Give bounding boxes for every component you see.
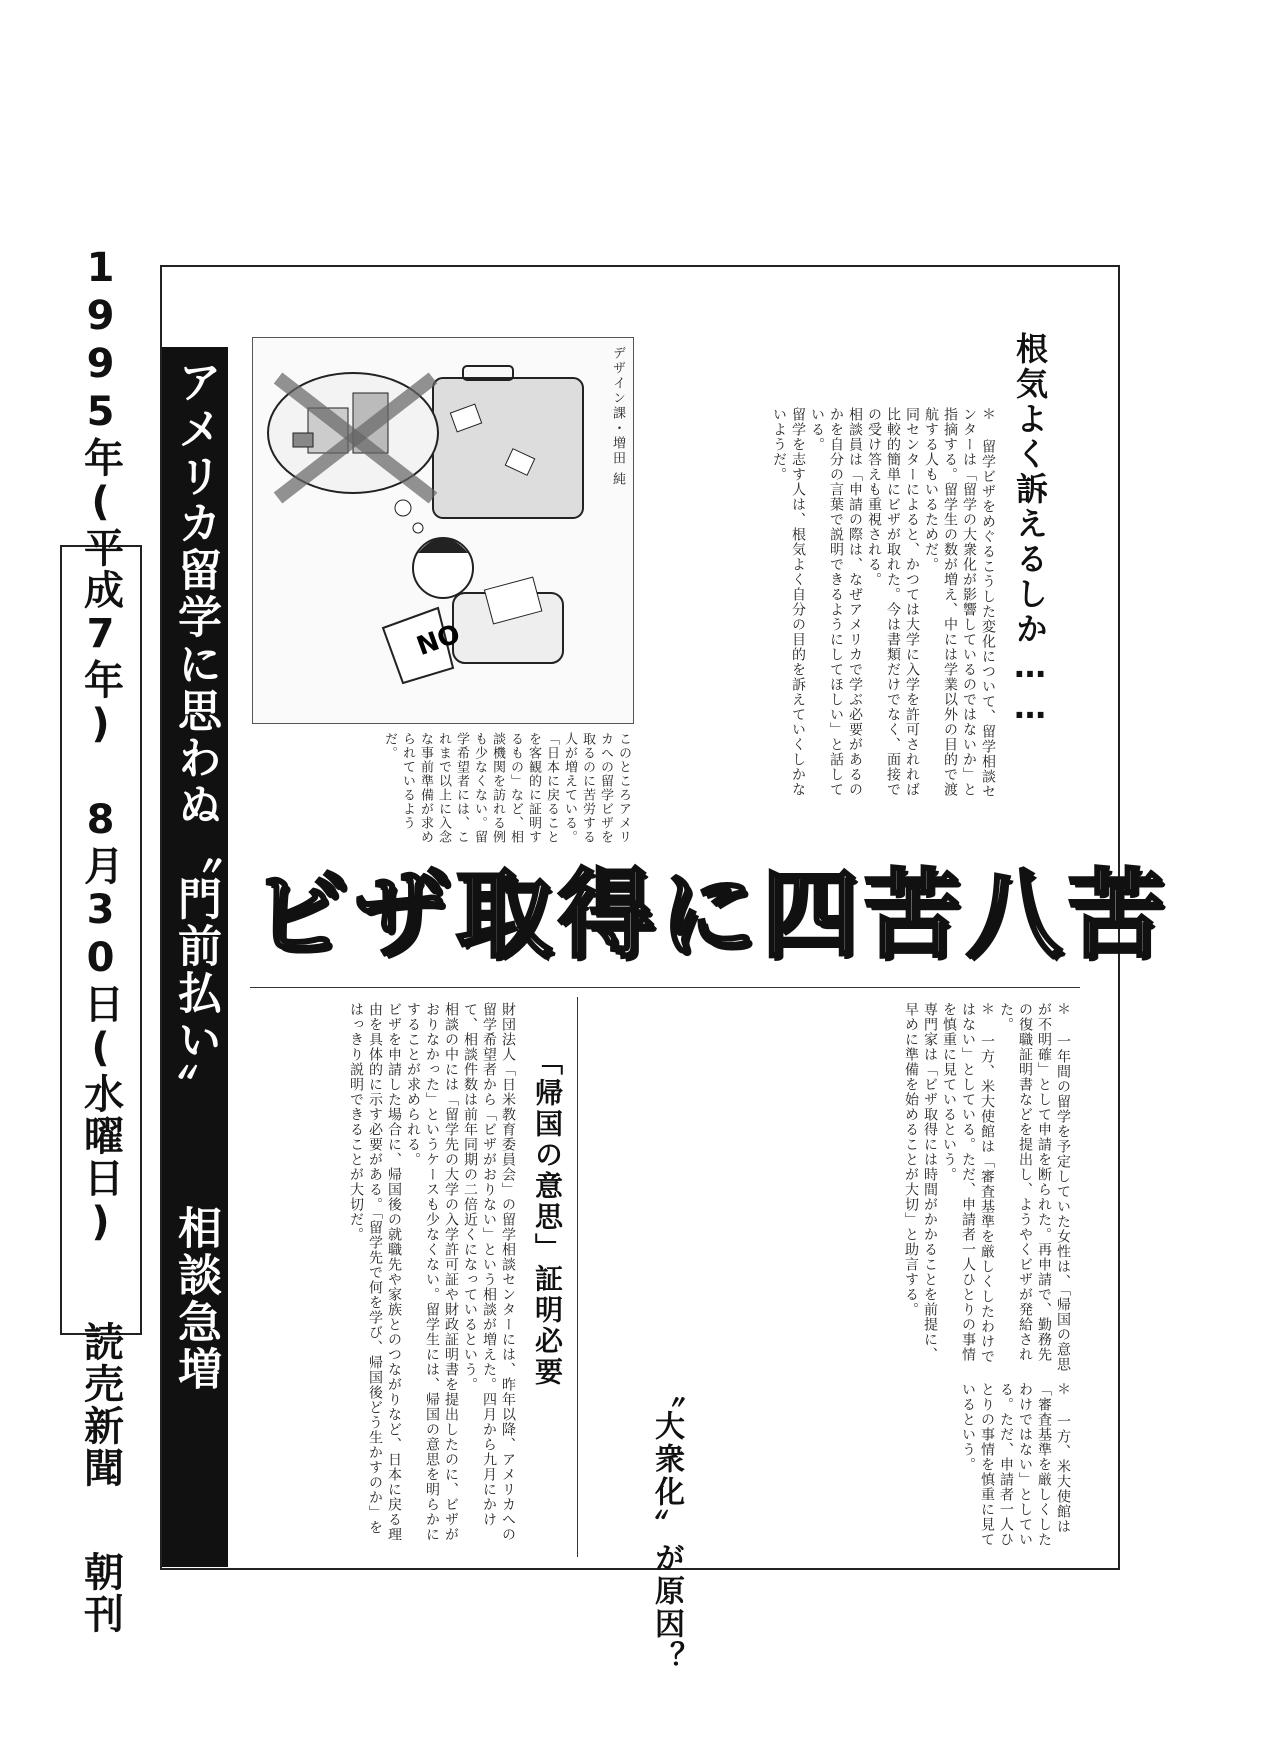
- illustration-credit: デザイン課・増田 純: [610, 346, 625, 488]
- caption-text: [73, 245, 130, 1635]
- body-column-right-top: [652, 407, 997, 802]
- illustration: [252, 337, 634, 724]
- subhead-konki: 根気よく訴えるしか……: [1011, 332, 1049, 729]
- article-title: ビザ取得に四苦八苦: [252, 859, 1170, 971]
- subhead-taishu: 〝大衆化〟が原因？: [649, 1377, 684, 1674]
- body-paragraph: ＊ 一方、米大使館は「審査基準を厳しくしたわけではない」としている。ただ、申請者一人ひとりの事情を慎重に見ているという。: [960, 1382, 1071, 1547]
- lead-text: [252, 732, 632, 852]
- subhead-kikoku: 「帰国の意思」証明必要: [531, 1047, 564, 1388]
- body-column-lower-right: [582, 1002, 1072, 1372]
- lead-paragraph: このところアメリカへの留学ビザを取るのに苦労する人が増えている。「日本に戻ることを客観的に証明するもの」など、相談機関を訪れる例も少なくない。留学希望者には、これまで以上に入念な事前準備が求められているようだ。: [382, 732, 631, 844]
- headline-main: アメリカ留学に思わぬ〝門前払い〟: [170, 359, 221, 1111]
- headline: [165, 347, 225, 1393]
- illustration-drawing: [253, 338, 633, 723]
- divider: [250, 987, 1080, 988]
- body-column-bottom-right: [692, 1382, 1072, 1557]
- divider: [577, 997, 578, 1557]
- caption-date: 1995年(平成7年) 8月30日(水曜日): [77, 245, 124, 1247]
- body-paragraph: 専門家は「ビザ取得には時間がかかることを前提に、早めに準備を始めることが大切」と助言する。: [903, 1002, 938, 1362]
- body-column-lower-left: [252, 1002, 517, 1542]
- headline-sub: 相談急増: [170, 1205, 221, 1393]
- suitcase-icon: [433, 378, 583, 518]
- newspaper-clipping: [160, 265, 1170, 1674]
- caption-edition: 朝刊: [77, 1551, 124, 1635]
- body-paragraph: 相談の中には「留学先の大学の入学許可証や財政証明書を提出したのに、ビザがおりなかった」というケースも少なくない。留学生には、帰国の意思を明らかにすることが求められる。: [405, 1002, 459, 1542]
- body-paragraph: ＊ 一年間の留学を予定していた女性は、「帰国の意思が不明確」として申請を断られた。再申請で、勤務先の復職証明書などを提出し、ようやくビザが発給された。: [998, 1002, 1071, 1372]
- body-paragraph: ＊ 留学ビザをめぐるこうした変化について、留学相談センターは「留学の大衆化が影響しているのではないか」と指摘する。留学生の数が増え、中には学業以外の目的で渡航する人もいるためだ。: [923, 407, 996, 799]
- caption-paper: 読売新聞: [77, 1321, 124, 1489]
- body-paragraph: 留学を志す人は、根気よく自分の目的を訴えていくしかないようだ。: [771, 407, 806, 797]
- headline-band: [162, 347, 228, 1567]
- body-paragraph: ビザを申請した場合に、帰国後の就職先や家族とのつながりなど、日本に戻る理由を具体的に示す必要がある。「留学先で何を学び、帰国後どう生かすのか」をはっきり説明できることが大切だ。: [348, 1002, 402, 1542]
- body-paragraph: ＊ 一方、米大使館は「審査基準を厳しくしたわけではない」としている。ただ、申請者一人ひとりの事情を慎重に見ているという。: [941, 1002, 995, 1364]
- body-paragraph: 相談員は「申請の際は、なぜアメリカで学ぶ必要があるのかを自分の言葉で説明できるようにしてほしい」と話している。: [809, 407, 863, 797]
- body-paragraph: 財団法人「日米教育委員会」の留学相談センターには、昨年以降、アメリカへの留学希望者から「ビザがおりない」という相談が増えた。四月から九月にかけて、相談件数は前年同期の二倍近くになっているという。: [462, 1002, 516, 1542]
- no-bubble-text: NO: [412, 618, 465, 663]
- body-paragraph: 同センターによると、かつては大学に入学を許可されれば比較的簡単にビザが取れた。今は書類だけでなく、面接での受け答えも重視される。: [866, 407, 920, 797]
- clipping-caption: [60, 245, 142, 1635]
- flag-icon: [293, 433, 313, 447]
